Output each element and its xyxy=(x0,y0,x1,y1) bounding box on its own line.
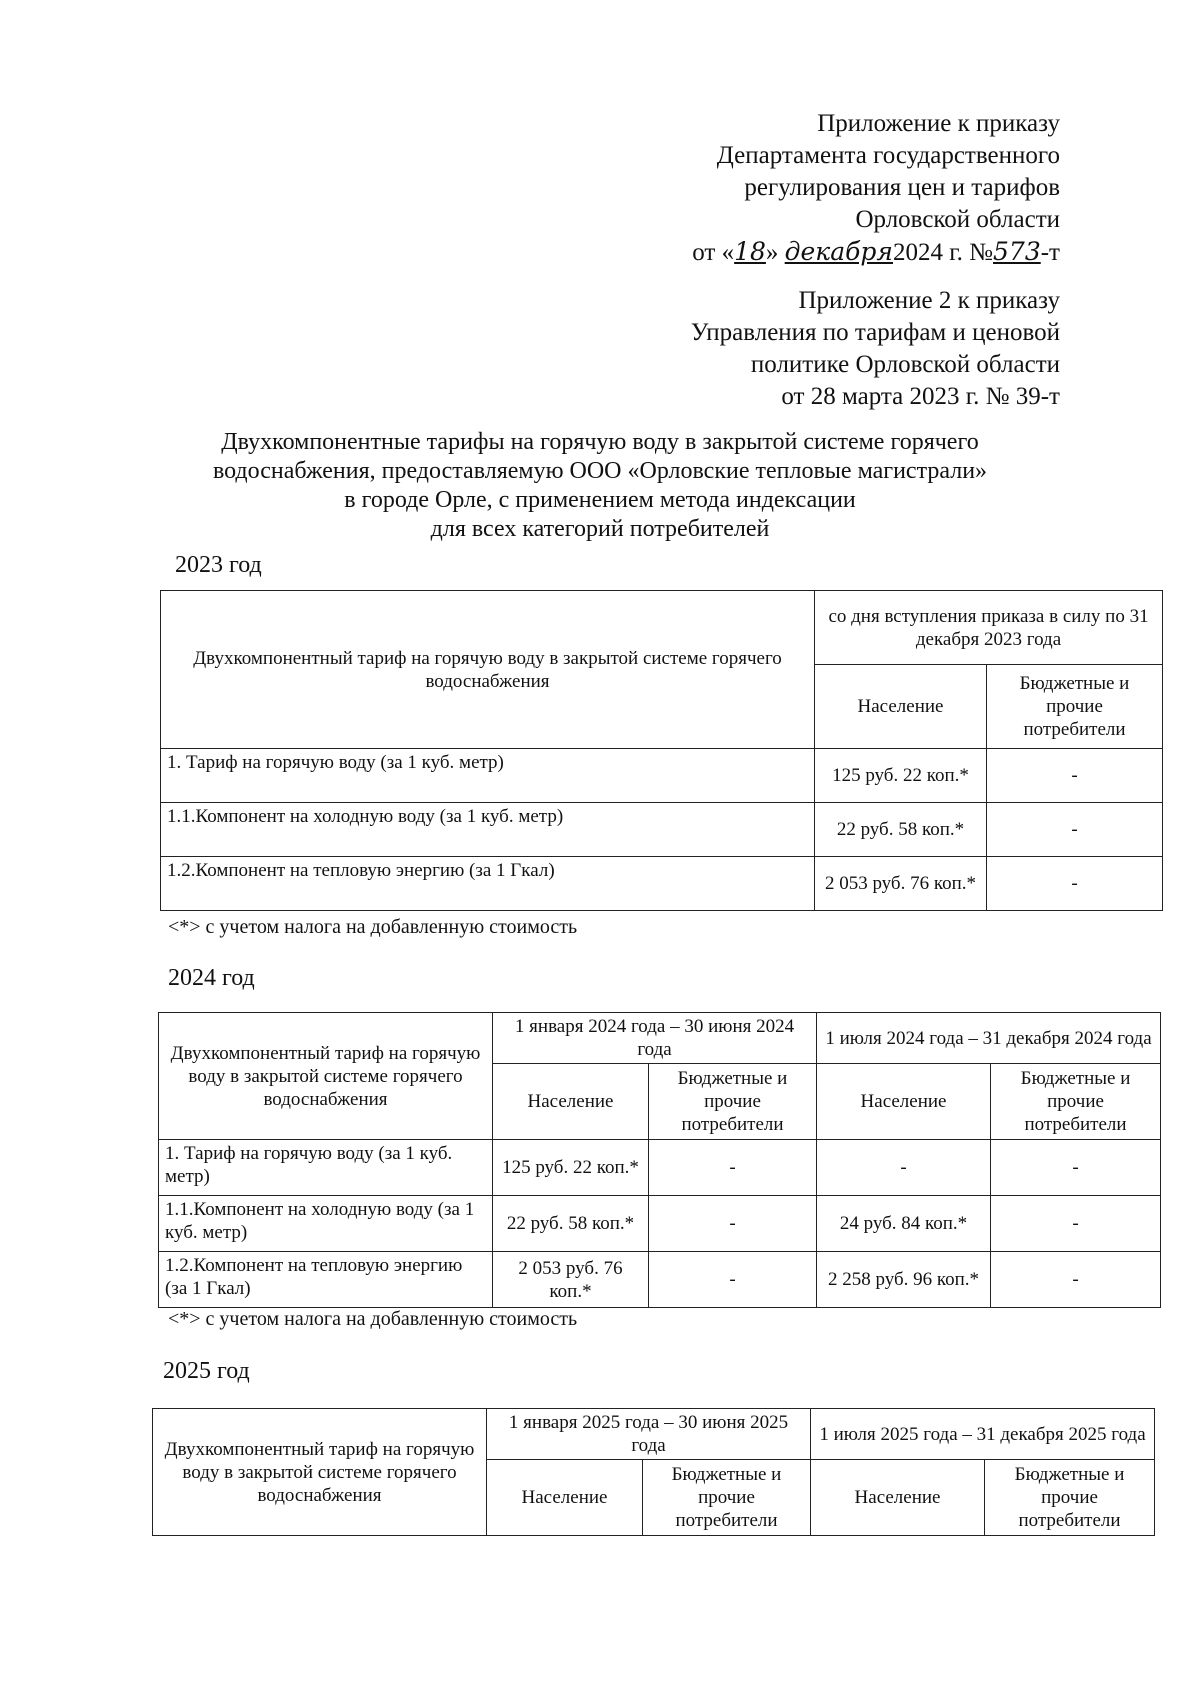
approval-header xyxy=(692,108,1060,269)
header-line: Департамента государственного xyxy=(716,142,1060,169)
col-header-budget: Бюджетные и прочие потребители xyxy=(643,1460,811,1536)
col-header-population: Население xyxy=(811,1460,985,1536)
period-header-h2: 1 июля 2024 года – 31 декабря 2024 года xyxy=(817,1013,1161,1064)
col-header-budget: Бюджетные и прочие потребители xyxy=(991,1064,1161,1140)
value-cell: 125 руб. 22 коп.* xyxy=(493,1140,649,1196)
value-cell: - xyxy=(817,1140,991,1196)
value-cell: - xyxy=(991,1196,1161,1252)
col-header-population: Население xyxy=(817,1064,991,1140)
row-label: 1.2.Компонент на тепловую энергию (за 1 Гкал) xyxy=(161,857,815,911)
row-label: 1. Тариф на горячую воду (за 1 куб. метр) xyxy=(161,749,815,803)
header-line: Управления по тарифам и ценовой xyxy=(690,319,1060,346)
value-cell: 2 053 руб. 76 коп.* xyxy=(815,857,987,911)
table-header-main: Двухкомпонентный тариф на горячую воду в закрытой системе горячего водоснабжения xyxy=(159,1013,493,1140)
period-header-h1: 1 января 2024 года – 30 июня 2024 года xyxy=(493,1013,817,1064)
col-header-population: Население xyxy=(493,1064,649,1140)
order-date-line: от «18» декабря2024 г. №573-т xyxy=(692,237,1060,266)
tariff-table-2023 xyxy=(160,590,1163,911)
value-cell: 22 руб. 58 коп.* xyxy=(815,803,987,857)
value-cell: 2 053 руб. 76 коп.* xyxy=(493,1252,649,1308)
header-line: Приложение к приказу xyxy=(817,110,1060,137)
header-line: Орловской области xyxy=(855,206,1060,233)
value-cell: - xyxy=(987,857,1163,911)
col-header-budget: Бюджетные и прочие потребители xyxy=(649,1064,817,1140)
period-header-h1: 1 января 2025 года – 30 июня 2025 года xyxy=(487,1409,811,1460)
vat-footnote: <*> с учетом налога на добавленную стоимость xyxy=(168,916,578,938)
period-header-h2: 1 июля 2025 года – 31 декабря 2025 года xyxy=(811,1409,1155,1460)
original-order-header xyxy=(691,285,1060,413)
value-cell: 2 258 руб. 96 коп.* xyxy=(817,1252,991,1308)
row-label: 1.1.Компонент на холодную воду (за 1 куб. метр) xyxy=(161,803,815,857)
value-cell: - xyxy=(649,1196,817,1252)
header-line: регулирования цен и тарифов xyxy=(744,174,1060,201)
value-cell: - xyxy=(991,1140,1161,1196)
col-header-budget: Бюджетные и прочие потребители xyxy=(985,1460,1155,1536)
tariff-table-2024 xyxy=(158,1012,1161,1308)
vat-footnote: <*> с учетом налога на добавленную стоимость xyxy=(168,1308,578,1330)
row-label: 1.1.Компонент на холодную воду (за 1 куб. метр) xyxy=(159,1196,493,1252)
col-header-budget: Бюджетные и прочие потребители xyxy=(987,665,1163,749)
value-cell: 22 руб. 58 коп.* xyxy=(493,1196,649,1252)
handwritten-day: 18 xyxy=(734,237,766,266)
header-line: от 28 марта 2023 г. № 39-т xyxy=(781,383,1060,410)
year-heading-2025: 2025 год xyxy=(163,1358,250,1384)
row-label: 1. Тариф на горячую воду (за 1 куб. метр) xyxy=(159,1140,493,1196)
value-cell: 24 руб. 84 коп.* xyxy=(817,1196,991,1252)
col-header-population: Население xyxy=(487,1460,643,1536)
header-line: политике Орловской области xyxy=(750,351,1060,378)
table-header-main: Двухкомпонентный тариф на горячую воду в закрытой системе горячего водоснабжения xyxy=(161,591,815,749)
value-cell: 125 руб. 22 коп.* xyxy=(815,749,987,803)
row-label: 1.2.Компонент на тепловую энергию (за 1 Гкал) xyxy=(159,1252,493,1308)
handwritten-number: 573 xyxy=(993,237,1041,266)
tariff-table-2025 xyxy=(152,1408,1155,1536)
handwritten-month: декабря xyxy=(784,237,893,266)
value-cell: - xyxy=(649,1140,817,1196)
document-title: Двухкомпонентные тарифы на горячую воду в закрытой системе горячего водоснабжения, предоставляемую ООО «Орловские тепловые магистрали» в городе Орле, с применением метода индексации для всех категорий потребителей xyxy=(212,429,988,542)
year-heading-2024: 2024 год xyxy=(168,965,255,991)
col-header-population: Население xyxy=(815,665,987,749)
period-header: со дня вступления приказа в силу по 31 декабря 2023 года xyxy=(815,591,1163,665)
table-header-main: Двухкомпонентный тариф на горячую воду в закрытой системе горячего водоснабжения xyxy=(153,1409,487,1536)
value-cell: - xyxy=(991,1252,1161,1308)
year-heading-2023: 2023 год xyxy=(175,552,262,578)
value-cell: - xyxy=(987,803,1163,857)
header-line: Приложение 2 к приказу xyxy=(798,287,1060,314)
value-cell: - xyxy=(649,1252,817,1308)
value-cell: - xyxy=(987,749,1163,803)
